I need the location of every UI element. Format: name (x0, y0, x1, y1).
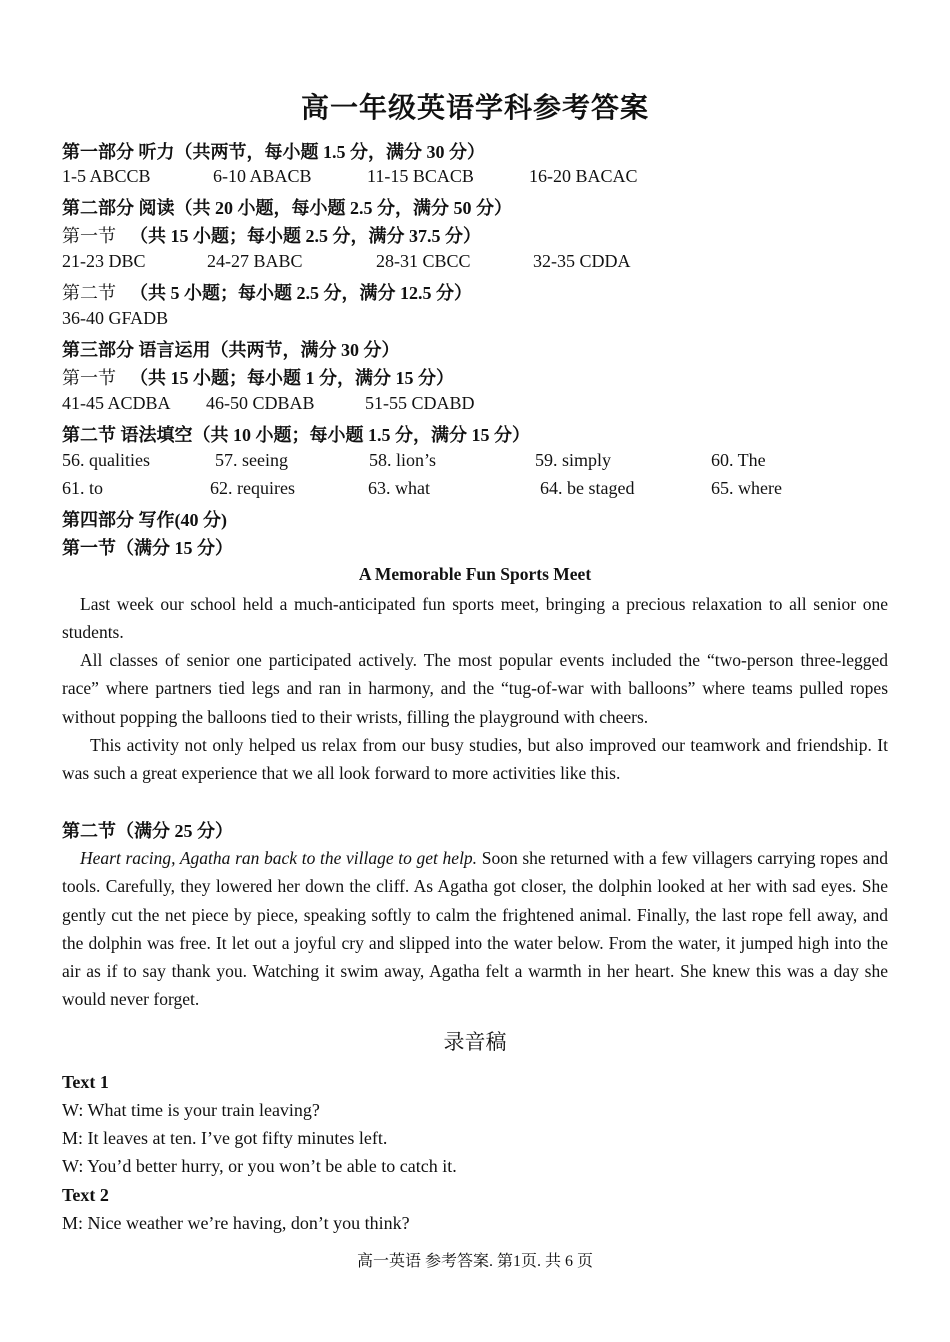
answer-group: 6-10 ABACB (213, 166, 312, 186)
section-detail: （共 5 小题；每小题 2.5 分，满分 12.5 分） (130, 283, 472, 303)
section-label: 第二节 (62, 283, 116, 303)
dialogue-line: M: Nice weather we’re having, don’t you think? (62, 1213, 410, 1233)
grammar-heading: 第二节 语法填空（共 10 小题；每小题 1.5 分，满分 15 分） (62, 425, 530, 445)
grammar-answer: 65. where (711, 478, 782, 498)
grammar-answer: 62. requires (210, 478, 295, 498)
answer-group: 51-55 CDABD (365, 393, 475, 413)
answer-group: 36-40 GFADB (62, 308, 169, 328)
essay-paragraph: All classes of senior one participated actively. The most popular events included the “two-person three-legged race” where partners tied legs and ran in harmony, and the “tug-of-war with balloons” where teams pulled ropes without popping the balloons tied to their wrists, filling the playground with cheers. (62, 650, 888, 727)
grammar-answer: 57. seeing (215, 450, 288, 470)
grammar-answer: 64. be staged (540, 478, 635, 498)
grammar-answer: 58. lion’s (369, 450, 437, 470)
story-continuation (62, 844, 888, 1014)
part1-heading: 第一部分 听力（共两节，每小题 1.5 分，满分 30 分） (62, 142, 485, 162)
writing-section1-heading: 第一节（满分 15 分） (62, 538, 233, 558)
section-detail: （共 15 小题；每小题 1 分，满分 15 分） (130, 368, 454, 388)
story-opening: Heart racing, Agatha ran back to the village to get help. (80, 848, 478, 868)
section-detail: （共 15 小题；每小题 2.5 分，满分 37.5 分） (130, 226, 481, 246)
answer-group: 41-45 ACDBA (62, 393, 171, 413)
grammar-answer: 56. qualities (62, 450, 150, 470)
story-body: Soon she returned with a few villagers carrying ropes and tools. Carefully, they lowered her down the cliff. As Agatha got closer, the dolphin looked at her with sad eyes. She gently cut the net piece by piece, speaking softly to calm the frightened animal. Finally, the last rope fell away, and the dolphin was free. It let out a joyful cry and slipped into the water below. From the water, it jumped high into the air as if to say thank you. Watching it swim away, Agatha felt a warmth in her heart. She knew this was a day she would never forget. (62, 848, 888, 1010)
answer-group: 1-5 ABCCB (62, 166, 151, 186)
dialogue-line: M: It leaves at ten. I’ve got fifty minutes left. (62, 1128, 388, 1148)
text1-label: Text 1 (62, 1072, 109, 1092)
answer-group: 21-23 DBC (62, 251, 146, 271)
essay-paragraph: This activity not only helped us relax from our busy studies, but also improved our teamwork and friendship. It was such a great experience that we all look forward to more activities like this. (62, 735, 888, 784)
answer-group: 28-31 CBCC (376, 251, 471, 271)
answer-group: 24-27 BABC (207, 251, 303, 271)
transcript-heading: 录音稿 (443, 1030, 507, 1054)
dialogue-line: W: You’d better hurry, or you won’t be able to catch it. (62, 1156, 457, 1176)
answer-group: 16-20 BACAC (529, 166, 638, 186)
section-label: 第一节 (62, 226, 116, 246)
grammar-answer: 61. to (62, 478, 104, 498)
writing-section2-heading: 第二节（满分 25 分） (62, 821, 233, 841)
grammar-answer: 59. simply (535, 450, 612, 470)
essay-paragraph: Last week our school held a much-anticipated fun sports meet, bringing a precious relaxation to all senior one students. (62, 594, 888, 643)
answer-group: 11-15 BCACB (367, 166, 474, 186)
dialogue-line: W: What time is your train leaving? (62, 1100, 320, 1120)
text2-label: Text 2 (62, 1185, 109, 1205)
grammar-answer: 63. what (368, 478, 430, 498)
part3-heading: 第三部分 语言运用（共两节，满分 30 分） (62, 340, 400, 360)
answer-group: 46-50 CDBAB (206, 393, 315, 413)
grammar-answer: 60. The (711, 450, 766, 470)
essay-title: A Memorable Fun Sports Meet (358, 564, 592, 584)
answer-group: 32-35 CDDA (533, 251, 631, 271)
section-label: 第一节 (62, 368, 116, 388)
part4-heading: 第四部分 写作(40 分) (62, 510, 227, 530)
part2-heading: 第二部分 阅读（共 20 小题，每小题 2.5 分，满分 50 分） (62, 198, 512, 218)
page-footer: 高一英语 参考答案. 第1页. 共 6 页 (356, 1253, 593, 1270)
page-title: 高一年级英语学科参考答案 (300, 93, 649, 124)
